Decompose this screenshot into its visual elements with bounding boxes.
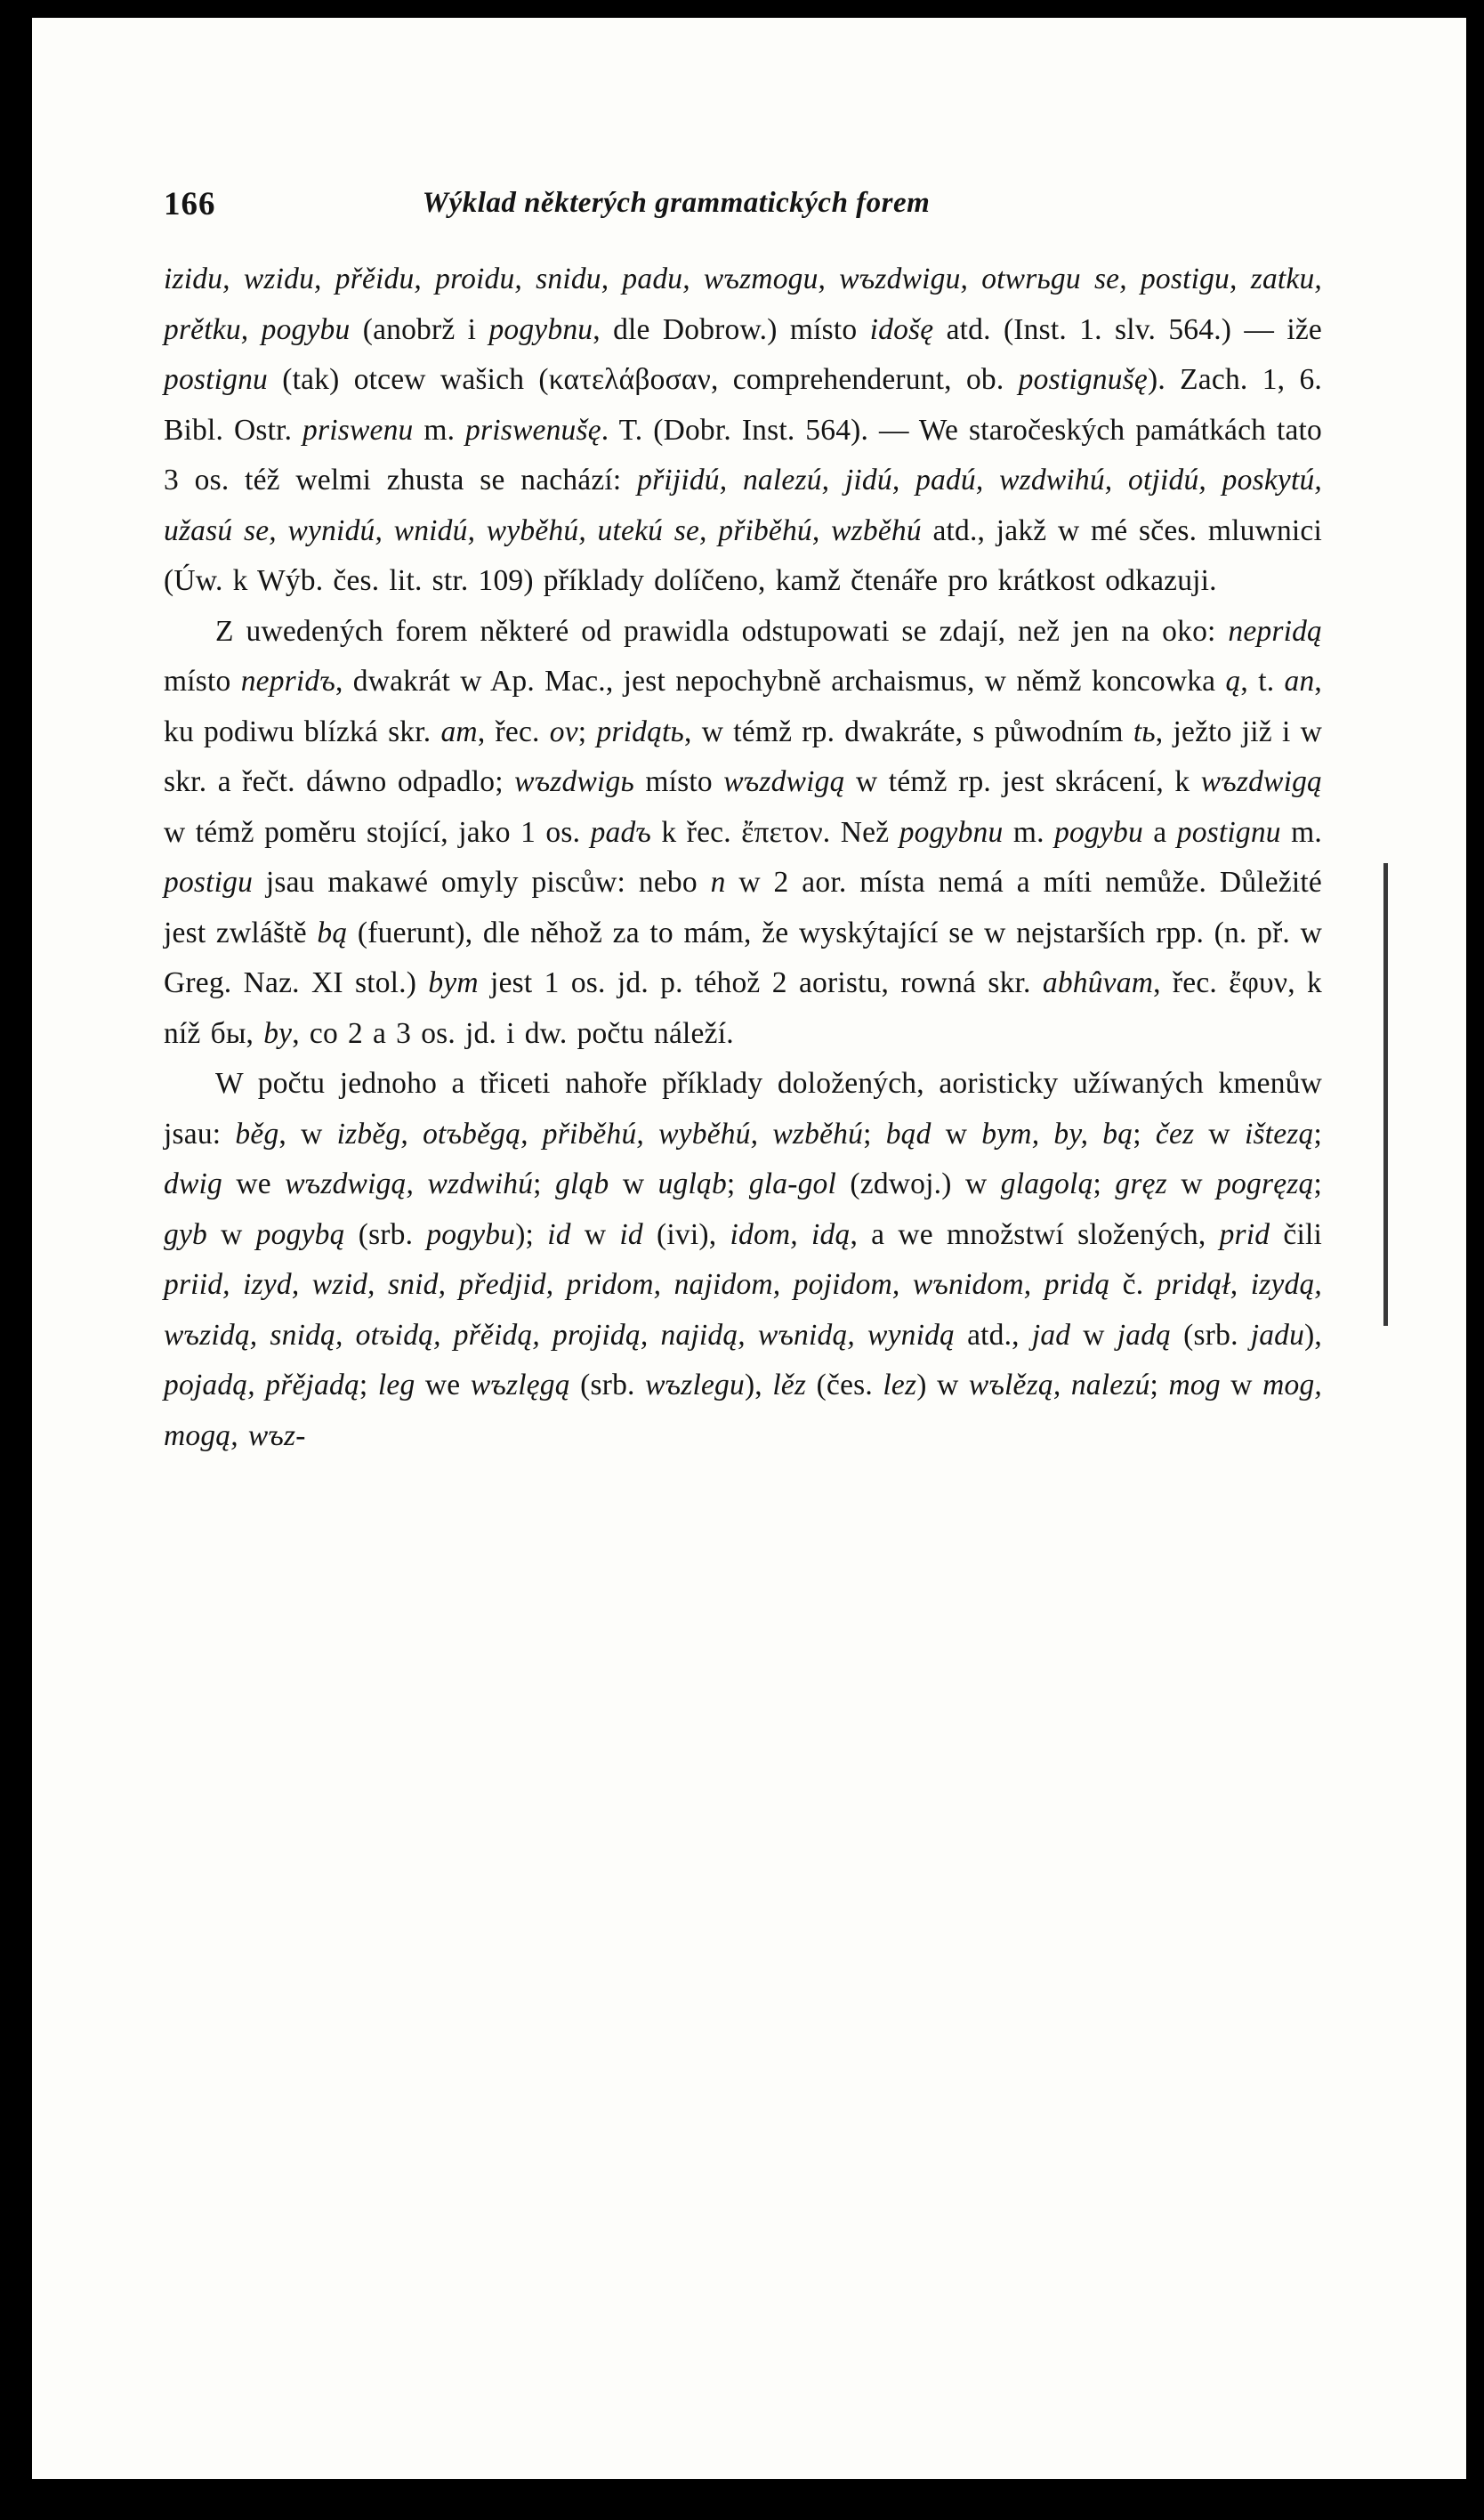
page-content: [164, 185, 1322, 1461]
body-paragraph: izidu, wzidu, přěidu, proidu, snidu, padu, wъzmogu, wъzdwigu, otwrьgu se, postigu, zatku, prětku, pogybu (anobrž i pogybnu, dle Dobrow.) místo idošę atd. (Inst. 1. slv. 564.) — iže postignu (tak) otcew wašich (κατελάβοσαν, comprehenderunt, ob. postignušę). Zach. 1, 6. Bibl. Ostr. priswenu m. priswenušę. T. (Dobr. Inst. 564). — We staročeských památkách tato 3 os. též welmi zhusta se nachází: přijidú, nalezú, jidú, padú, wzdwihú, otjidú, poskytú, užasú se, wynidú, wnidú, wyběhú, utekú se, přiběhú, wzběhú atd., jakž w mé sčes. mluwnici (Úw. k Wýb. čes. lit. str. 109) příklady dolíčeno, kamž čtenáře pro krátkost odkazuji.: [164, 262, 1323, 597]
paper-page: [32, 18, 1466, 2479]
running-title: Wýklad některých grammatických forem: [422, 187, 931, 219]
text-block: [164, 254, 1322, 1461]
page-header: [164, 185, 1322, 231]
scan-artifact-line: [1383, 863, 1388, 1326]
body-paragraph: W počtu jednoho a třiceti nahoře příklady doložených, aoristicky užíwaných kmenůw jsau: běg, w izběg, otъběgą, přiběhú, wyběhú, wzběhú; bąd w bym, by, bą; čez w ištezą; dwig we wъzdwigą, wzdwihú; gląb w ugląb; gla-gol (zdwoj.) w glagolą; gręz w pogręzą; gyb w pogybą (srb. pogybu); id w id (ivi), idom, idą, a we množstwí složených, prid čili priid, izyd, wzid, snid, předjid, pridom, najidom, pojidom, wъnidom, pridą č. pridął, izydą, wъzidą, snidą, otъidą, přěidą, projidą, najidą, wъnidą, wynidą atd., jad w jadą (srb. jadu), pojadą, přějadą; leg we wъzlęgą (srb. wъzlegu), lěz (čes. lez) w wъlězą, nalezú; mog w mog, mogą, wъz-: [164, 1067, 1323, 1452]
body-paragraph: Z uwedených forem některé od prawidla odstupowati se zdají, než jen na oko: nepridą místo nepridъ, dwakrát w Ap. Mac., jest nepochybně archaismus, w němž koncowka ą, t. an, ku podiwu blízká skr. am, řec. ον; pridątь, w témž rp. dwakráte, s půwodním tь, ježto již i w skr. a řečt. dáwno odpadlo; wъzdwigь místo wъzdwigą w témž rp. jest skrácení, k wъzdwigą w témž poměru stojící, jako 1 os. padъ k řec. ἔπετον. Než pogybnu m. pogybu a postignu m. postigu jsau makawé omyly piscůw: nebo n w 2 aor. místa nemá a míti nemůže. Důležité jest zwláště bą (fuerunt), dle něhož za to mám, že wyskýtající se w nejstarších rpp. (n. př. w Greg. Naz. XI stol.) bym jest 1 os. jd. p. téhož 2 aoristu, rowná skr. abhûvam, řec. ἔφυν, k níž бы, by, co 2 a 3 os. jd. i dw. počtu náleží.: [164, 614, 1323, 1050]
page-number: 166: [164, 186, 216, 222]
